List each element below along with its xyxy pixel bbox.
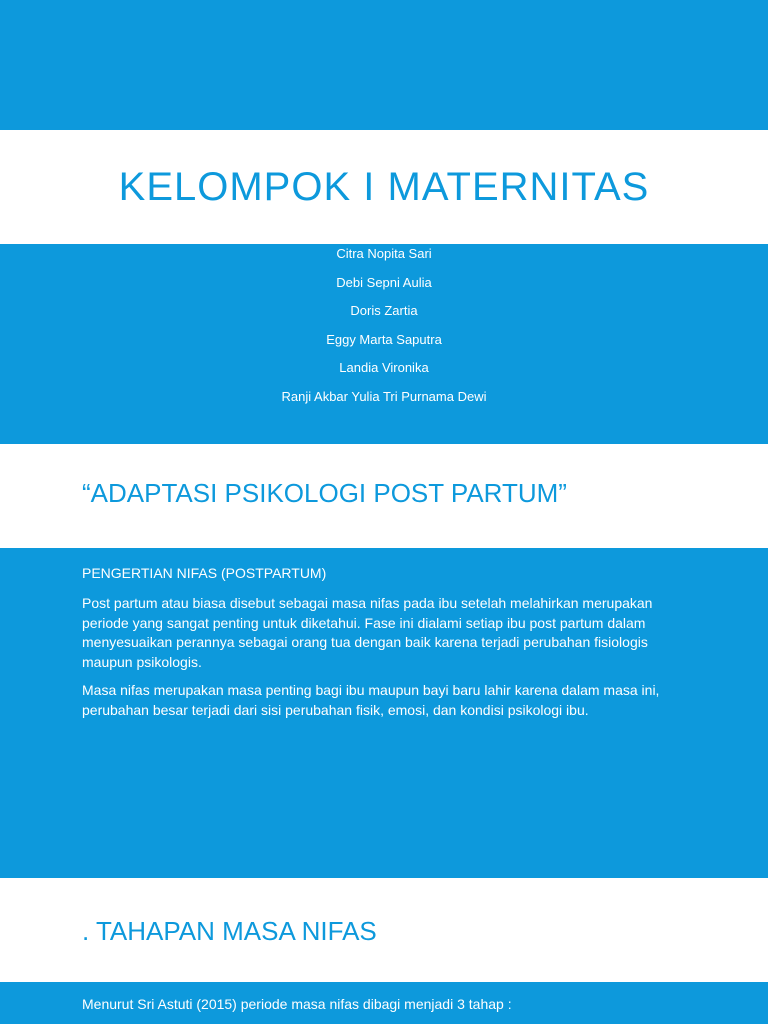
- member-name: Doris Zartia: [350, 303, 418, 319]
- paragraph: Masa nifas merupakan masa penting bagi ibu maupun bayi baru lahir karena dalam masa ini, perubahan besar terjadi dari sisi perubahan fisik, emosi, dan kondisi psikologi ibu.: [82, 682, 660, 718]
- slide1-members-band: [0, 244, 768, 444]
- slide3-body-band: [0, 982, 768, 1024]
- slide3-title: . TAHAPAN MASA NIFAS: [82, 916, 377, 946]
- slide2-body-band: [0, 548, 768, 878]
- slide3-text: Menurut Sri Astuti (2015) periode masa nifas dibagi menjadi 3 tahap :: [82, 996, 512, 1012]
- slide2-title-band: [0, 444, 768, 548]
- member-list: [0, 244, 768, 412]
- member-name: Landia Vironika: [339, 360, 429, 376]
- slide1-title-band: [0, 130, 768, 244]
- slide1-title: KELOMPOK I MATERNITAS: [118, 164, 650, 209]
- section-heading: PENGERTIAN NIFAS (POSTPARTUM): [82, 565, 327, 581]
- slide2-title: “ADAPTASI PSIKOLOGI POST PARTUM”: [82, 478, 567, 508]
- member-name: Debi Sepni Aulia: [336, 274, 432, 290]
- member-name: Citra Nopita Sari: [336, 246, 432, 261]
- member-name: Ranji Akbar Yulia Tri Purnama Dewi: [281, 388, 487, 404]
- member-name: Eggy Marta Saputra: [326, 331, 442, 347]
- slide3-title-band: [0, 878, 768, 982]
- slide1-top-band: [0, 0, 768, 130]
- paragraph: Post partum atau biasa disebut sebagai masa nifas pada ibu setelah melahirkan merupakan periode yang sangat penting untuk diketahui. Fase ini dialami setiap ibu post partum dalam menyesuaikan perannya sebagai orang tua dengan baik karena terjadi perubahan fisiologis maupun psikologis.: [82, 595, 653, 670]
